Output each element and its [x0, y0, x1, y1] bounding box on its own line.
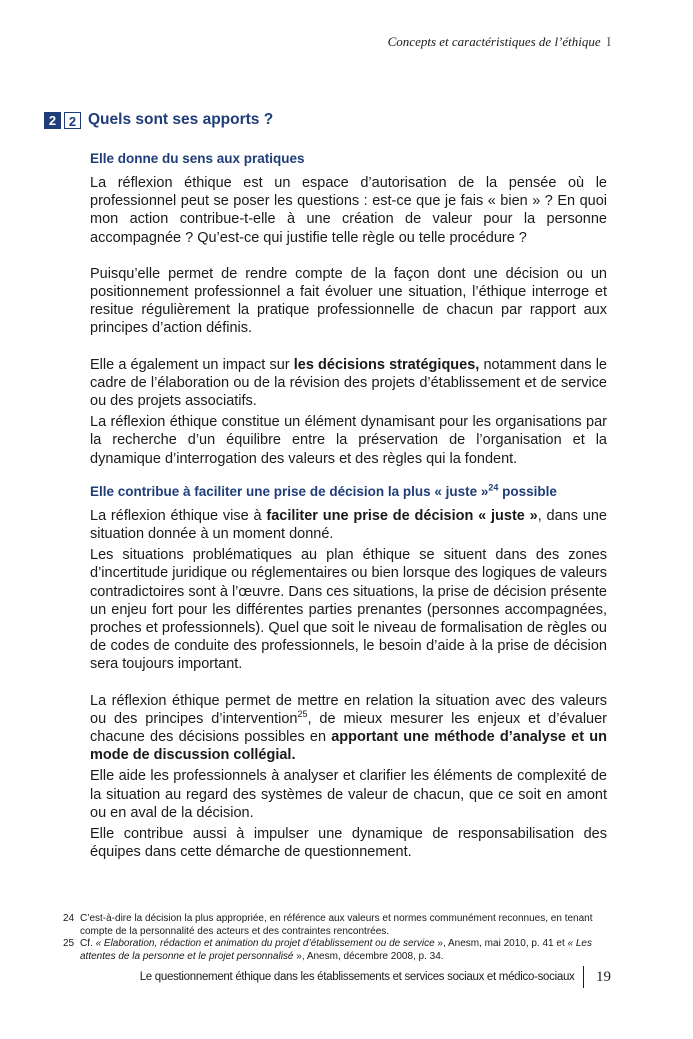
section-heading [44, 111, 273, 129]
paragraph: La réflexion éthique constitue un élément dynamisant pour les organisations par la recherche d’un équilibre entre la préservation de l’organisation et la dynamique d’interrogation des valeurs et des règles qui la fondent. [90, 414, 607, 467]
footer-title: Le questionnement éthique dans les établissements et services sociaux et médico-sociaux [139, 971, 575, 983]
subheading-decision [90, 483, 607, 501]
paragraph-gap [90, 338, 607, 356]
paragraph: La réflexion éthique est un espace d’autorisation de la pensée où le professionnel peut se poser les questions : est-ce que je fais « bien » ? En quoi mon action contribue-t-elle à une création de valeur pour la personne accompagnée ? Qu’est-ce qui justifie telle règle ou telle procédure ? [90, 175, 607, 246]
footnotes [63, 913, 608, 963]
section-title: Quels sont ses apports ? [88, 111, 274, 128]
footnote-number: 24 [63, 913, 75, 924]
footer-divider [583, 966, 585, 988]
text-run: La réflexion éthique vise à [90, 507, 267, 524]
subheading-sens: Elle donne du sens aux pratiques [90, 151, 305, 166]
running-header-title: Concepts et caractéristiques de l’éthique [387, 34, 601, 49]
footnote-ref: 24 [488, 482, 499, 493]
footnote-number: 25 [63, 938, 75, 949]
paragraph-gap [90, 247, 607, 265]
paragraph: Puisqu’elle permet de rendre compte de la façon dont une décision ou un positionnement professionnel a fait évoluer une situation, l’éthique interroge et resitue régulièrement la pratique professionnelle de chacun par rapport aux principes d’action définis. [90, 265, 607, 337]
text-run: Elle a également un impact sur [90, 356, 294, 373]
text-run: Elle contribue à faciliter une prise de décision la plus « juste » [90, 483, 489, 499]
text-run: La réflexion éthique permet de mettre en relation la situation avec des valeurs ou des principes d’intervention [90, 692, 607, 727]
footnote-ref: 25 [297, 709, 308, 720]
cited-title: « Les attentes de la personne et le projet personnalisé [80, 938, 592, 962]
paragraph-gap [90, 468, 607, 483]
page-footer [140, 966, 611, 988]
footnote [63, 938, 608, 963]
emphasis-text: apportant une méthode d’analyse et un mode de discussion collégial. [90, 729, 607, 764]
text-run: », Anesm, mai 2010, p. 41 et [434, 938, 568, 949]
footnote-text [80, 938, 608, 963]
emphasis-text: les décisions stratégiques, [293, 356, 480, 373]
page-number: 19 [596, 968, 611, 985]
text-run: , de mieux mesurer les enjeux et d’évaluer chacune des décisions possibles en [90, 710, 607, 746]
paragraph [90, 692, 607, 765]
text-run: , dans une situation donnée à un moment donné. [90, 507, 607, 543]
footnote-text: C’est-à-dire la décision la plus appropriée, en référence aux valeurs et normes communément reconnues, en tenant compte de la personnalité des acteurs et des contraintes rencontrées. [80, 913, 593, 937]
cited-title: « Elaboration, rédaction et animation du projet d’établissement ou de service [95, 938, 435, 949]
subsection-number-box: 2 [64, 112, 81, 129]
paragraph [90, 507, 607, 543]
paragraph-gap [90, 674, 607, 692]
footnote [63, 913, 608, 938]
emphasis-text: faciliter une prise de décision « juste » [266, 507, 538, 524]
text-run: », Anesm, décembre 2008, p. 34. [293, 950, 444, 962]
running-header [388, 34, 611, 50]
main-content [90, 150, 607, 862]
paragraph: Elle aide les professionnels à analyser et clarifier les éléments de complexité de la situation au regard des systèmes de valeur de chacun, que ce soit en amont ou en aval de la décision. [90, 768, 607, 821]
paragraph: Les situations problématiques au plan éthique se situent dans des zones d’incertitude juridique ou réglementaires ou bien lorsque des logiques de valeurs contradictoires sont à l’œuvre. Dans ces situations, la prise de décision présente un enjeu fort pour les différentes parties prenantes (personnes accompagnées, proches et professionnels). Quel que soit le niveau de formalisation de règles ou de codes de conduite des professionnels, le besoin d’aide à la prise de décision sera toujours important. [90, 547, 607, 673]
section-number-box: 2 [44, 112, 61, 129]
chapter-number: I [606, 34, 611, 49]
text-run: Cf. [80, 938, 96, 949]
text-run: possible [498, 483, 557, 499]
paragraph: Elle contribue aussi à impulser une dynamique de responsabilisation des équipes dans cette démarche de questionnement. [90, 826, 607, 861]
text-run: notamment dans le cadre de l’élaboration ou de la révision des projets d’établissement et de service ou des projets associatifs. [90, 356, 607, 410]
paragraph [90, 356, 607, 411]
